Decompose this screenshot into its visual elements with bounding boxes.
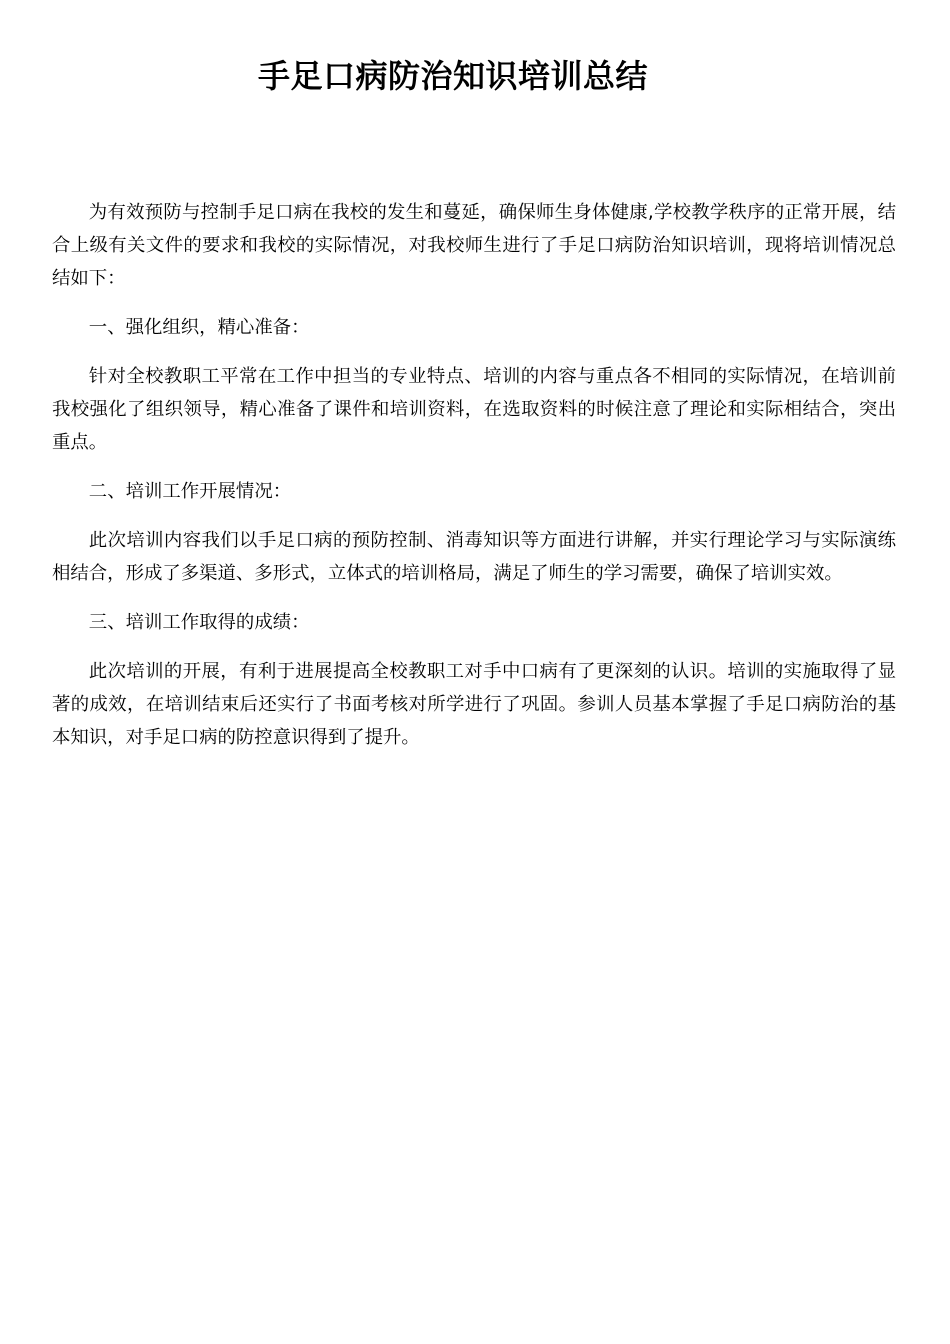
section-heading-2: 二、培训工作开展情况： [88,481,292,502]
intro-paragraph: 为有效预防与控制手足口病在我校的发生和蔓延，确保师生身体健康,学校教学秩序的正常开展，结合上级有关文件的要求和我校的实际情况，对我校师生进行了手足口病防治知识培训，现将培训情况总结如下： [52,202,896,289]
section-heading-3: 三、培训工作取得的成绩： [88,612,310,633]
section-heading-1: 一、强化组织，精心准备： [88,317,310,338]
document-title: 手足口病防治知识培训总结 [257,57,648,95]
document-body [52,196,896,770]
section-paragraph-3: 此次培训的开展，有利于进展提高全校教职工对手中口病有了更深刻的认识。培训的实施取得了显著的成效，在培训结束后还实行了书面考核对所学进行了巩固。参训人员基本掌握了手足口病防治的基本知识，对手足口病的防控意识得到了提升。 [52,661,896,748]
section-paragraph-1: 针对全校教职工平常在工作中担当的专业特点、培训的内容与重点各不相同的实际情况，在培训前我校强化了组织领导，精心准备了课件和培训资料，在选取资料的时候注意了理论和实际相结合，突出重点。 [52,366,896,453]
section-paragraph-2: 此次培训内容我们以手足口病的预防控制、消毒知识等方面进行讲解，并实行理论学习与实际演练相结合，形成了多渠道、多形式，立体式的培训格局，满足了师生的学习需要，确保了培训实效。 [52,530,896,584]
